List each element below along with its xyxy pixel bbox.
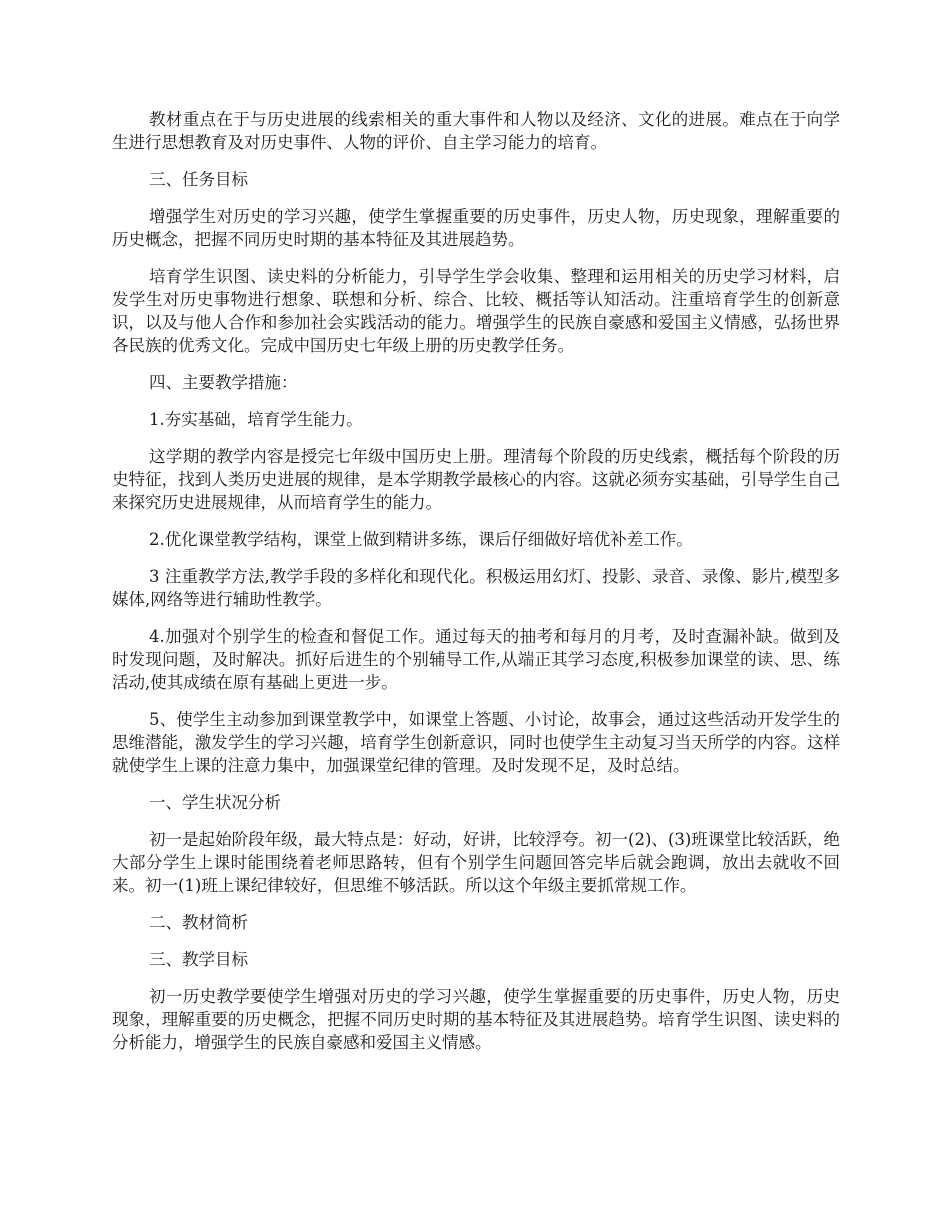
paragraph-ability-goal: 培育学生识图、读史料的分析能力，引导学生学会收集、整理和运用相关的历史学习材料，启发学生对历史事物进行想象、联想和分析、综合、比较、概括等认知活动。注重培育学生的创新意识，以及与他人合作和参加社会实践活动的能力。增强学生的民族自豪感和爱国主义情感，弘扬世界各民族的优秀文化。完成中国历史七年级上册的历史教学任务。 <box>112 267 840 355</box>
heading-teaching-goals: 三、教学目标 <box>149 950 248 969</box>
paragraph-measure-5: 5、使学生主动参加到课堂教学中，如课堂上答题、小讨论，故事会，通过这些活动开发学生的思维潜能，激发学生的学习兴趣，培育学生创新意识，同时也使学生主动复习当天所学的内容。这样就使学生上课的注意力集中，加强课堂纪律的管理。及时发现不足，及时总结。 <box>112 710 840 775</box>
paragraph-teaching-goals: 初一历史教学要使学生增强对历史的学习兴趣，使学生掌握重要的历史事件，历史人物，历史现象，理解重要的历史概念，把握不同历史时期的基本特征及其进展趋势。培育学生识图、读史料的分析能力，增强学生的民族自豪感和爱国主义情感。 <box>112 987 840 1052</box>
paragraph-measure-4: 4.加强对个别学生的检查和督促工作。通过每天的抽考和每月的月考，及时查漏补缺。做到及时发现问题，及时解决。抓好后进生的个别辅导工作,从端正其学习态度,积极参加课堂的读、思、练活动,使其成绩在原有基础上更进一步。 <box>112 627 840 692</box>
paragraph-measure-3: 3 注重教学方法,教学手段的多样化和现代化。积极运用幻灯、投影、录音、录像、影片,模型多媒体,网络等进行辅助性教学。 <box>112 567 840 609</box>
paragraph-measure-1-detail: 这学期的教学内容是授完七年级中国历史上册。理清每个阶段的历史线索，概括每个阶段的历史特征，找到人类历史进展的规律，是本学期教学最核心的内容。这就必须夯实基础，引导学生自己来探究历史进展规律，从而培育学生的能力。 <box>112 447 840 512</box>
paragraph-interest-goal: 增强学生对历史的学习兴趣，使学生掌握重要的历史事件，历史人物，历史现象，理解重要的历史概念，把握不同历史时期的基本特征及其进展趋势。 <box>112 207 840 249</box>
heading-textbook-analysis: 二、教材简析 <box>149 913 248 932</box>
heading-measure-1: 1.夯实基础，培育学生能力。 <box>149 410 363 429</box>
heading-teaching-measures: 四、主要教学措施： <box>149 373 298 392</box>
paragraph-measure-2: 2.优化课堂教学结构，课堂上做到精讲多练，课后仔细做好培优补差工作。 <box>149 530 693 549</box>
heading-student-analysis: 一、学生状况分析 <box>149 793 281 812</box>
heading-task-goals: 三、任务目标 <box>149 170 248 189</box>
paragraph-teaching-focus: 教材重点在于与历史进展的线索相关的重大事件和人物以及经济、文化的进展。难点在于向学生进行思想教育及对历史事件、人物的评价、自主学习能力的培育。 <box>112 110 840 152</box>
paragraph-student-analysis: 初一是起始阶段年级，最大特点是：好动，好讲，比较浮夸。初一(2)、(3)班课堂比较活跃，绝大部分学生上课时能围绕着老师思路转，但有个别学生问题回答完毕后就会跑调，放出去就收不回来。初一(1)班上课纪律较好，但思维不够活跃。所以这个年级主要抓常规工作。 <box>112 830 840 895</box>
document-body <box>112 108 840 1068</box>
